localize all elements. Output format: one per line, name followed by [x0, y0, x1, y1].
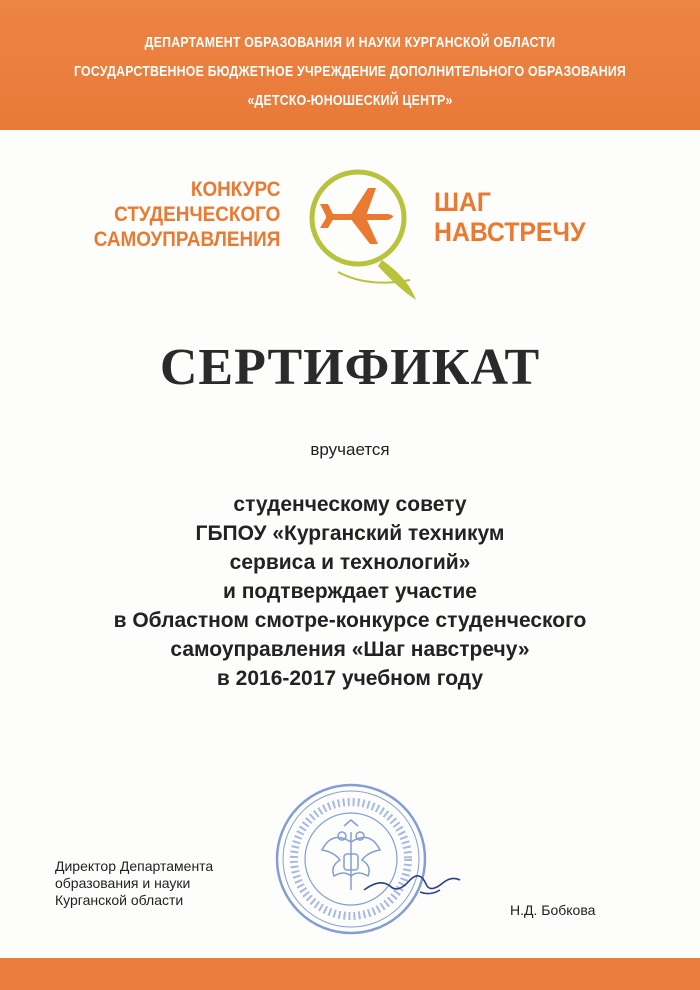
handwritten-signature	[360, 860, 470, 910]
certificate-title: СЕРТИФИКАТ	[159, 339, 541, 396]
contest-name-line: САМОУПРАВЛЕНИЯ	[93, 228, 280, 251]
header-line-center: «ДЕТСКО-ЮНОШЕСКИЙ ЦЕНТР»	[247, 92, 453, 109]
official-seal-icon	[272, 780, 430, 938]
signer-position-line: образования и науки	[55, 875, 191, 891]
contest-name-line: КОНКУРС	[190, 178, 280, 201]
header-line-department: ДЕПАРТАМЕНТ ОБРАЗОВАНИЯ И НАУКИ КУРГАНСКОЙ ОБЛАСТИ	[144, 34, 556, 51]
signer-position-line: Директор Департамента	[55, 858, 214, 874]
contest-slogan	[434, 187, 585, 247]
body-line: студенческому совету	[233, 493, 467, 516]
body-line: сервиса и технологий»	[229, 551, 471, 574]
contest-name	[93, 177, 280, 252]
body-line: ГБПОУ «Курганский техникум	[195, 522, 505, 545]
contest-slogan-line: ШАГ	[434, 187, 491, 217]
body-line: в Областном смотре-конкурсе студенческого	[113, 609, 587, 632]
header-band	[0, 0, 700, 130]
signer-position	[55, 858, 213, 909]
contest-name-line: СТУДЕНЧЕСКОГО	[113, 203, 280, 226]
signer-name: Н.Д. Бобкова	[510, 902, 596, 918]
body-line: и подтверждает участие	[223, 580, 477, 603]
airplane-in-magnifier-icon	[298, 160, 426, 310]
signer-position-line: Курганской области	[55, 892, 184, 908]
body-line: в 2016-2017 учебном году	[216, 667, 484, 690]
body-line: самоуправления «Шаг навстречу»	[170, 638, 530, 661]
awarded-text: вручается	[310, 440, 390, 459]
header-line-institution: ГОСУДАРСТВЕННОЕ БЮДЖЕТНОЕ УЧРЕЖДЕНИЕ ДОПОЛНИТЕЛЬНОГО ОБРАЗОВАНИЯ	[73, 63, 627, 80]
contest-slogan-line: НАВСТРЕЧУ	[434, 217, 586, 247]
footer-band	[0, 958, 700, 990]
certificate-body	[0, 490, 700, 693]
